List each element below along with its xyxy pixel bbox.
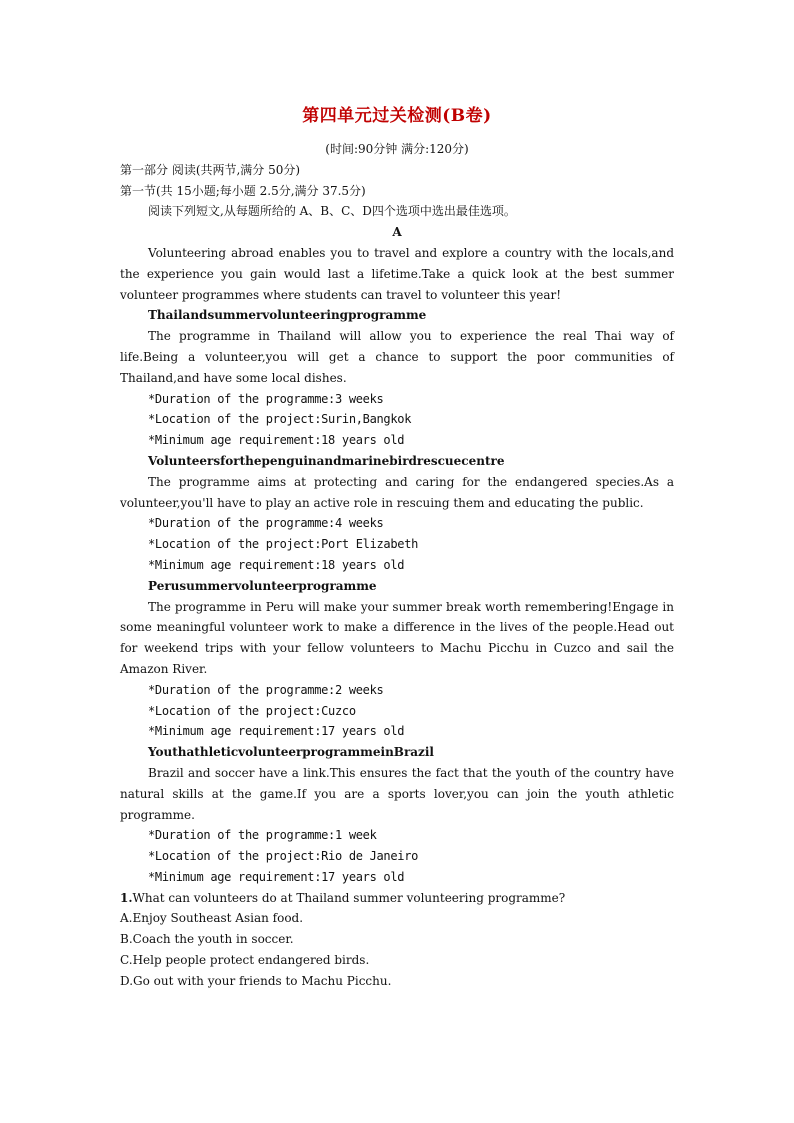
programme-block: [120, 742, 674, 888]
programme-age: *Minimum age requirement:18 years old: [148, 557, 405, 572]
passage-letter: A: [392, 225, 402, 240]
instructions: 阅读下列短文,从每题所给的 A、B、C、D四个选项中选出最佳选项。: [148, 204, 516, 219]
programme-location: *Location of the project:Rio de Janeiro: [148, 849, 419, 864]
question-stem: [120, 888, 674, 909]
option-letter: C.: [120, 953, 133, 968]
programme-age: *Minimum age requirement:17 years old: [148, 724, 405, 739]
section-heading: 第一节(共 15小题;每小题 2.5分,满分 37.5分): [120, 183, 366, 198]
question-text: What can volunteers do at Thailand summer volunteering programme?: [132, 890, 566, 905]
programme-heading: Perusummervolunteerprogramme: [148, 578, 377, 593]
programme-heading: YouthathleticvolunteerprogrammeinBrazil: [148, 745, 434, 760]
exam-page: [120, 104, 674, 992]
answer-option-b: [120, 929, 674, 950]
exam-title: 第四单元过关检测(B卷): [302, 106, 492, 126]
programme-heading: Thailandsummervolunteeringprogramme: [148, 308, 427, 323]
programme-duration: *Duration of the programme:3 weeks: [148, 391, 384, 406]
programme-description: Brazil and soccer have a link.This ensures the fact that the youth of the country have natural skills at the game.If you are a sports lover,you can join the youth athletic programme.: [120, 765, 674, 822]
programme-block: [120, 305, 674, 451]
option-letter: A.: [120, 911, 133, 926]
programme-description: The programme in Thailand will allow you to experience the real Thai way of life.Being a volunteer,you will get a chance to support the poor communities of Thailand,and have some local dishes.: [120, 329, 674, 385]
programme-age: *Minimum age requirement:18 years old: [148, 433, 405, 448]
programme-description: The programme aims at protecting and caring for the endangered species.As a volunteer,you'll have to play an active role in rescuing them and educating the public.: [120, 474, 674, 510]
answer-option-a: [120, 908, 674, 929]
programme-location: *Location of the project:Cuzco: [148, 703, 356, 718]
question-block: [120, 888, 674, 992]
programme-location: *Location of the project:Port Elizabeth: [148, 537, 419, 552]
programme-duration: *Duration of the programme:2 weeks: [148, 682, 384, 697]
answer-option-c: [120, 950, 674, 971]
passage-intro: Volunteering abroad enables you to travel and explore a country with the locals,and the experience you gain would last a lifetime.Take a quick look at the best summer volunteer programmes where students can travel to volunteer this year!: [120, 245, 674, 302]
programme-block: [120, 451, 674, 576]
programme-block: [120, 576, 674, 742]
option-letter: B.: [120, 932, 133, 947]
option-text: Help people protect endangered birds.: [132, 953, 370, 968]
programme-age: *Minimum age requirement:17 years old: [148, 869, 405, 884]
part-heading: 第一部分 阅读(共两节,满分 50分): [120, 162, 301, 177]
programme-duration: *Duration of the programme:1 week: [148, 828, 377, 843]
programme-heading: Volunteersforthepenguinandmarinebirdrescuecentre: [148, 453, 505, 468]
option-text: Coach the youth in soccer.: [132, 932, 294, 947]
option-text: Enjoy Southeast Asian food.: [132, 911, 304, 926]
programme-location: *Location of the project:Surin,Bangkok: [148, 412, 412, 427]
time-score-line: (时间:90分钟 满分:120分): [325, 142, 469, 156]
programme-duration: *Duration of the programme:4 weeks: [148, 516, 384, 531]
option-letter: D.: [120, 973, 134, 988]
programme-description: The programme in Peru will make your summer break worth remembering!Engage in some meaningful volunteer work to make a difference in the lives of the people.Head out for weekend trips with your fellow volunteers to Machu Picchu in Cuzco and sail the Amazon River.: [120, 599, 674, 676]
question-number: 1.: [120, 890, 133, 905]
answer-option-d: [120, 971, 674, 992]
option-text: Go out with your friends to Machu Picchu.: [133, 973, 392, 988]
